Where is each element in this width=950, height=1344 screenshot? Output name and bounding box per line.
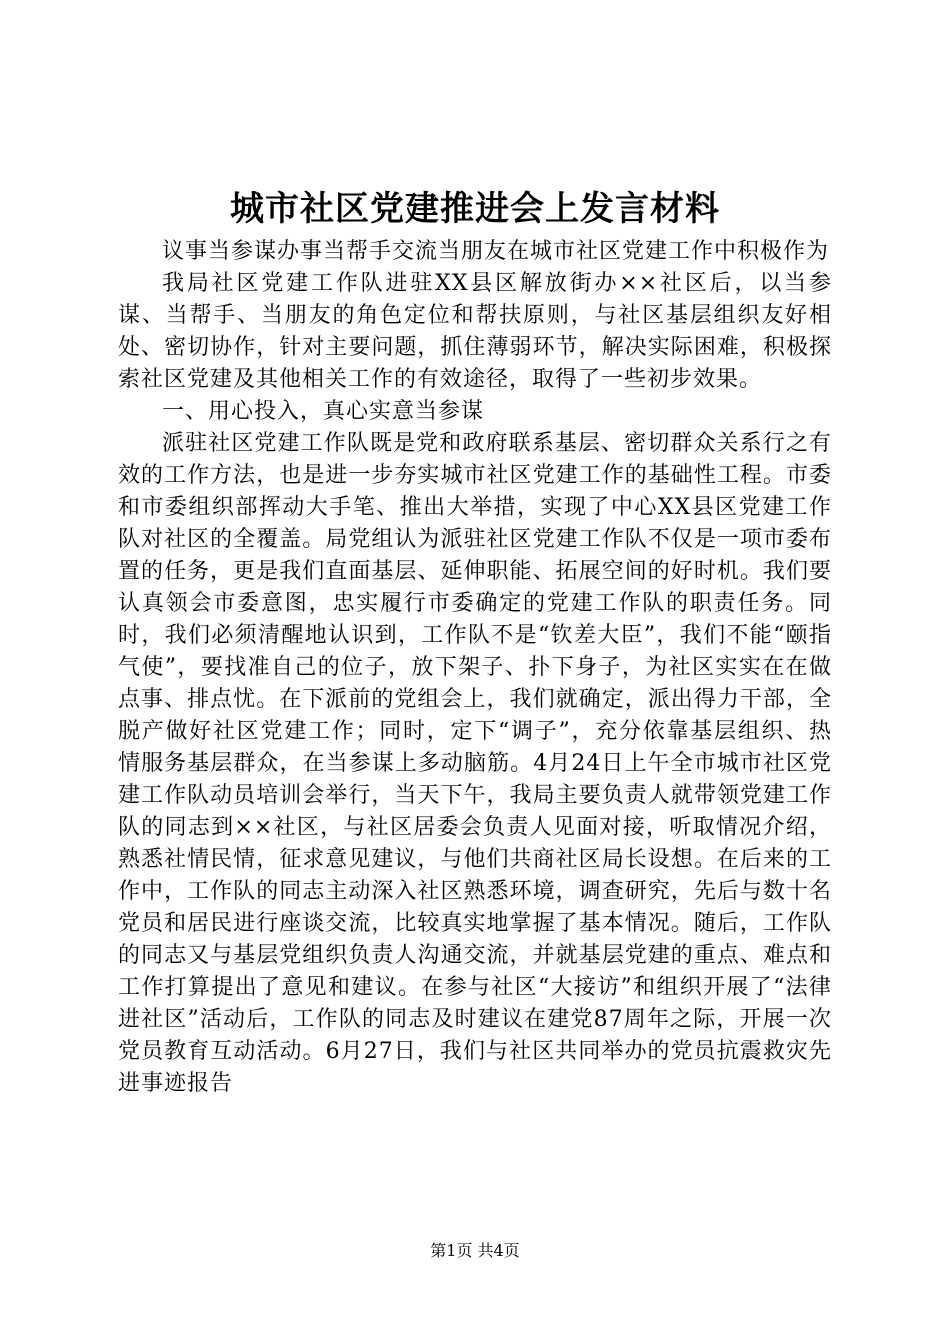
section-heading: 一、用心投入，真心实意当参谋	[162, 399, 485, 424]
document-body	[118, 236, 832, 1100]
page-footer: 第1页 共4页	[430, 1241, 520, 1260]
paragraph-intro: 我局社区党建工作队进驻XX县区解放街办××社区后，以当参谋、当帮手、当朋友的角色定位和帮扶原则，与社区基层组织友好相处、密切协作，针对主要问题，抓住薄弱环节，解决实际困难，积极探索社区党建及其他相关工作的有效途径，取得了一些初步效果。	[118, 271, 832, 392]
document-title: 城市社区党建推进会上发言材料	[230, 189, 720, 229]
paragraph-subtitle: 议事当参谋办事当帮手交流当朋友在城市社区党建工作中积极作为	[162, 239, 830, 264]
paragraph-body: 派驻社区党建工作队既是党和政府联系基层、密切群众关系行之有效的工作方法，也是进一步夯实城市社区党建工作的基础性工程。市委和市委组织部挥动大手笔、推出大举措，实现了中心XX县区党建工作队对社区的全覆盖。局党组认为派驻社区党建工作队不仅是一项市委布置的任务，更是我们直面基层、延伸职能、拓展空间的好时机。我们要认真领会市委意图，忠实履行市委确定的党建工作队的职责任务。同时，我们必须清醒地认识到，工作队不是“钦差大臣”，我们不能“颐指气使”，要找准自己的位子，放下架子、扑下身子，为社区实实在在做点事、排点忧。在下派前的党组会上，我们就确定，派出得力干部，全脱产做好社区党建工作；同时，定下“调子”，充分依靠基层组织、热情服务基层群众，在当参谋上多动脑筋。4月24日上午全市城市社区党建工作队动员培训会举行，当天下午，我局主要负责人就带领党建工作队的同志到××社区，与社区居委会负责人见面对接，听取情况介绍，熟悉社情民情，征求意见建议，与他们共商社区局长设想。在后来的工作中，工作队的同志主动深入社区熟悉环境，调查研究，先后与数十名党员和居民进行座谈交流，比较真实地掌握了基本情况。随后，工作队的同志又与基层党组织负责人沟通交流，并就基层党建的重点、难点和工作打算提出了意见和建议。在参与社区“大接访”和组织开展了“法律进社区”活动后，工作队的同志及时建议在建党87周年之际，开展一次党员教育互动活动。6月27日，我们与社区共同举办的党员抗震救灾先进事迹报告	[118, 431, 832, 1096]
